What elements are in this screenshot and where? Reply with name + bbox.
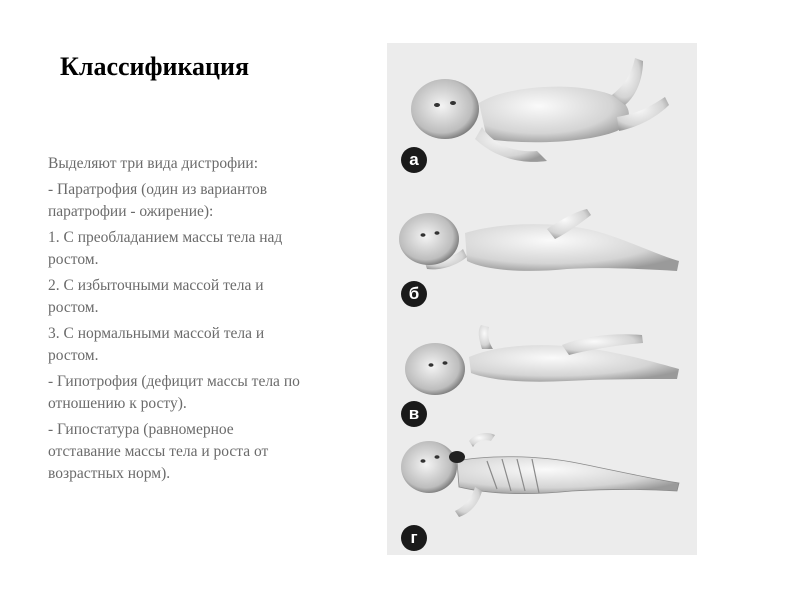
label-b: б [401, 281, 427, 307]
label-a: а [401, 147, 427, 173]
infant-d [401, 433, 679, 517]
paragraph: 1. С преобладанием массы тела над ростом. [48, 229, 283, 268]
label-g: г [401, 525, 427, 551]
infants-drawing [387, 43, 697, 555]
infant-c [405, 325, 679, 395]
slide-title: Классификация [60, 52, 250, 81]
dystrophy-illustration [387, 43, 697, 555]
paragraph: 3. С нормальными массой тела и ростом. [48, 325, 265, 364]
paragraph: - Паратрофия (один из вариантов паратрофии - ожирение): [48, 181, 268, 220]
label-v: в [401, 401, 427, 427]
infant-b [399, 209, 679, 271]
infant-a [411, 58, 669, 162]
paragraph: 2. С избыточными массой тела и ростом. [48, 277, 264, 316]
paragraph: Выделяют три вида дистрофии: [48, 155, 259, 172]
body-text [48, 153, 300, 489]
paragraph: - Гипотрофия (дефицит массы тела по отношению к росту). [48, 373, 300, 412]
paragraph: - Гипостатура (равномерное отставание массы тела и роста от возрастных норм). [48, 421, 269, 482]
